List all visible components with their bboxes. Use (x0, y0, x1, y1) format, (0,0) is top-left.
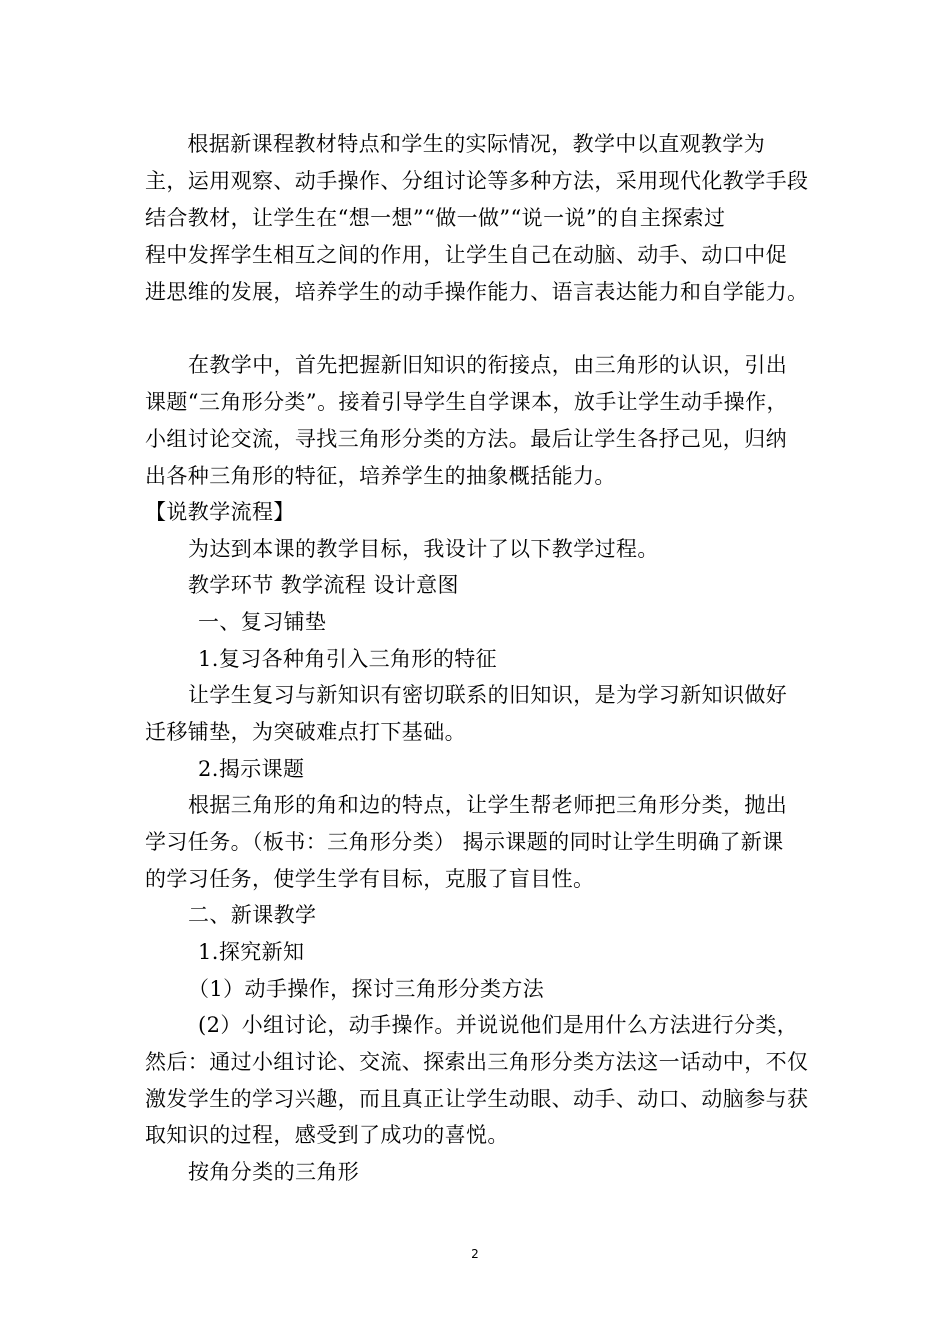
body-text-line: 根据三角形的角和边的特点，让学生帮老师把三角形分类，抛出 (188, 793, 788, 817)
substep-heading: 1.探究新知 (198, 940, 305, 964)
body-text-line: 为达到本课的教学目标，我设计了以下教学过程。 (188, 537, 659, 561)
table-header-text: 教学环节 教学流程 设计意图 (188, 573, 459, 597)
body-text-line: （1）动手操作，探讨三角形分类方法 (188, 977, 545, 1001)
body-text-line: 出各种三角形的特征，培养学生的抽象概括能力。 (145, 464, 616, 488)
body-text-line: 然后：通过小组讨论、交流、探索出三角形分类方法这一话动中，不仅 (145, 1050, 809, 1074)
body-text-line: 激发学生的学习兴趣，而且真正让学生动眼、动手、动口、动脑参与获 (145, 1087, 809, 1111)
step-heading: 一、复习铺垫 (198, 610, 327, 634)
body-text-line: 学习任务。（板书：三角形分类） 揭示课题的同时让学生明确了新课 (145, 830, 784, 854)
substep-heading: 1.复习各种角引入三角形的特征 (198, 647, 498, 671)
body-text-line: 的学习任务，使学生学有目标，克服了盲目性。 (145, 867, 595, 891)
body-text-line: 让学生复习与新知识有密切联系的旧知识，是为学习新知识做好 (188, 683, 788, 707)
body-text-line: 在教学中，首先把握新旧知识的衔接点，由三角形的认识，引出 (188, 353, 788, 377)
body-text-line: 结合教材，让学生在“想一想”“做一做”“说一说”的自主探索过 (145, 206, 726, 230)
body-text-line: 进思维的发展，培养学生的动手操作能力、语言表达能力和自学能力。 (145, 280, 809, 304)
body-text-line: 根据新课程教材特点和学生的实际情况，教学中以直观教学为 (166, 132, 766, 156)
body-text-line: 小组讨论交流，寻找三角形分类的方法。最后让学生各抒己见，归纳 (145, 427, 787, 451)
body-text-line: 迁移铺垫，为突破难点打下基础。 (145, 720, 466, 744)
section-heading: 【说教学流程】 (145, 500, 295, 524)
body-text-line: 课题“三角形分类”。接着引导学生自学课本，放手让学生动手操作， (145, 390, 788, 414)
body-text-line: (2）小组讨论，动手操作。并说说他们是用什么方法进行分类， (198, 1013, 799, 1037)
substep-heading: 2.揭示课题 (198, 757, 305, 781)
body-text-line: 取知识的过程，感受到了成功的喜悦。 (145, 1123, 509, 1147)
page-number: 2 (471, 1247, 479, 1261)
body-text-line: 按角分类的三角形 (188, 1160, 360, 1184)
body-text-line: 主，运用观察、动手操作、分组讨论等多种方法，采用现代化教学手段 (145, 169, 809, 193)
step-heading: 二、新课教学 (188, 903, 317, 927)
body-text-line: 程中发挥学生相互之间的作用，让学生自己在动脑、动手、动口中促 (145, 243, 787, 267)
